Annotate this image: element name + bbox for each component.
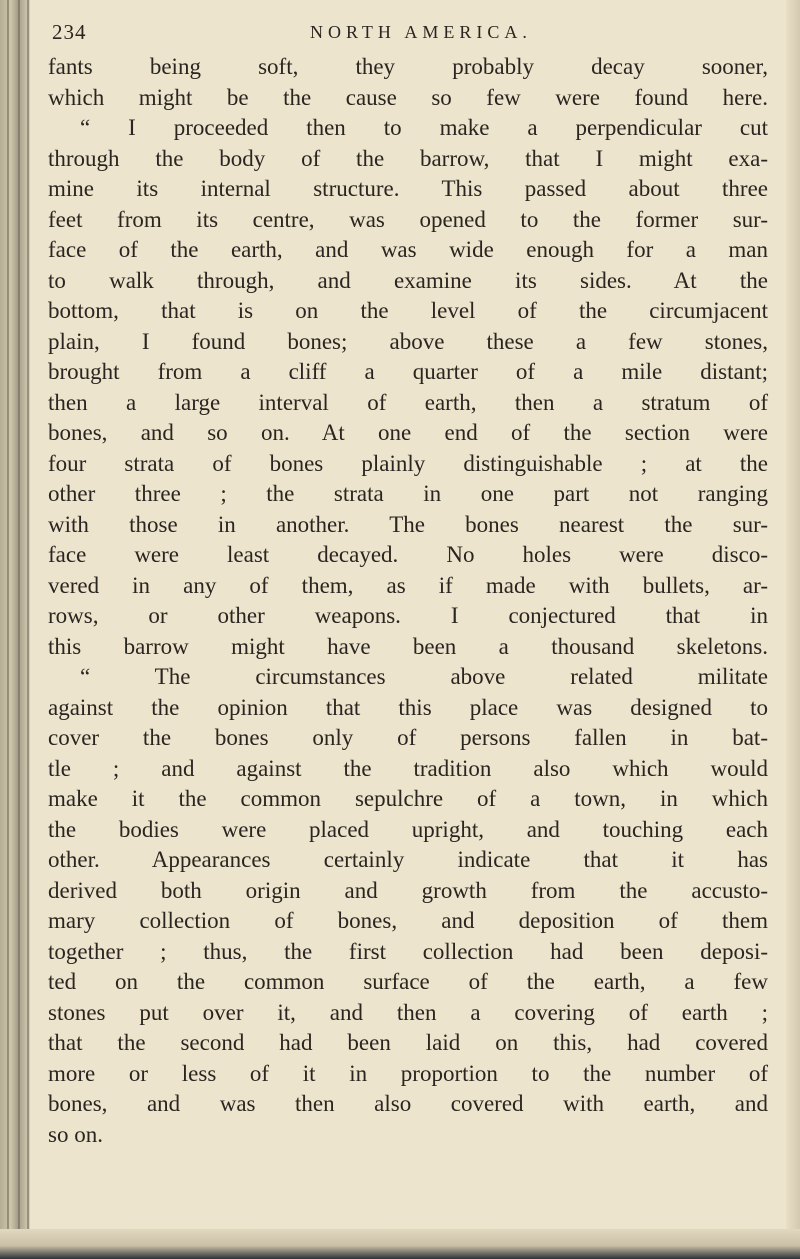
text-line: vered in any of them, as if made with bullets, ar-: [48, 572, 768, 598]
text-line: feet from its centre, was opened to the former sur-: [48, 206, 768, 232]
text-line: stones put over it, and then a covering of earth ;: [48, 999, 768, 1025]
text-line: plain, I found bones; above these a few stones,: [48, 328, 768, 354]
text-line: the bodies were placed upright, and touching each: [48, 816, 768, 842]
book-spine-shadow: [0, 0, 30, 1259]
text-line: face of the earth, and was wide enough for a man: [48, 237, 768, 262]
text-line: rows, or other weapons. I conjectured that in: [48, 603, 768, 628]
text-line: cover the bones only of persons fallen in bat-: [48, 725, 768, 750]
text-line: face were least decayed. No holes were disco-: [48, 542, 768, 567]
text-line: this barrow might have been a thousand skeletons.: [48, 633, 768, 659]
text-line: fants being soft, they probably decay sooner,: [48, 54, 768, 79]
text-line: tle ; and against the tradition also which would: [48, 755, 768, 781]
body-text: [48, 52, 768, 1150]
text-line: mary collection of bones, and deposition of them: [48, 908, 768, 933]
text-line: which might be the cause so few were found here.: [48, 84, 768, 110]
text-line: that the second had been laid on this, had covered: [48, 1030, 768, 1055]
text-line: through the body of the barrow, that I might exa-: [48, 145, 768, 171]
text-line: other three ; the strata in one part not ranging: [48, 481, 768, 506]
text-line: bones, and was then also covered with earth, and: [48, 1091, 768, 1116]
running-head: NORTH AMERICA.: [310, 22, 532, 42]
page-number: 234: [52, 20, 87, 44]
text-line: make it the common sepulchre of a town, in which: [48, 786, 768, 811]
text-line: “ The circumstances above related militate: [80, 664, 768, 689]
text-line: more or less of it in proportion to the number of: [48, 1060, 768, 1086]
book-page: [48, 0, 768, 1147]
page-header: [48, 0, 768, 56]
text-line: then a large interval of earth, then a stratum of: [48, 389, 768, 415]
page-right-edge: [786, 0, 800, 1259]
text-line: “ I proceeded then to make a perpendicular cut: [80, 115, 768, 140]
text-line: bottom, that is on the level of the circumjacent: [48, 298, 768, 323]
text-line: with those in another. The bones nearest the sur-: [48, 511, 768, 537]
text-line: other. Appearances certainly indicate that it has: [48, 847, 768, 872]
text-line: bones, and so on. At one end of the section were: [48, 420, 768, 445]
text-line: against the opinion that this place was designed to: [48, 694, 768, 720]
spine-crease: [7, 0, 9, 1259]
page-bottom-edge: [0, 1229, 800, 1259]
text-line: four strata of bones plainly distinguishable ; at the: [48, 450, 768, 476]
text-line: derived both origin and growth from the accusto-: [48, 877, 768, 903]
text-line: ted on the common surface of the earth, a few: [48, 969, 768, 994]
spine-crease: [18, 0, 20, 1259]
text-line: mine its internal structure. This passed about three: [48, 176, 768, 201]
spine-crease: [27, 0, 29, 1259]
text-line: to walk through, and examine its sides. At the: [48, 267, 768, 293]
text-line: together ; thus, the first collection had been deposi-: [48, 938, 768, 964]
text-line: so on.: [48, 1121, 103, 1147]
text-line: brought from a cliff a quarter of a mile distant;: [48, 359, 768, 384]
